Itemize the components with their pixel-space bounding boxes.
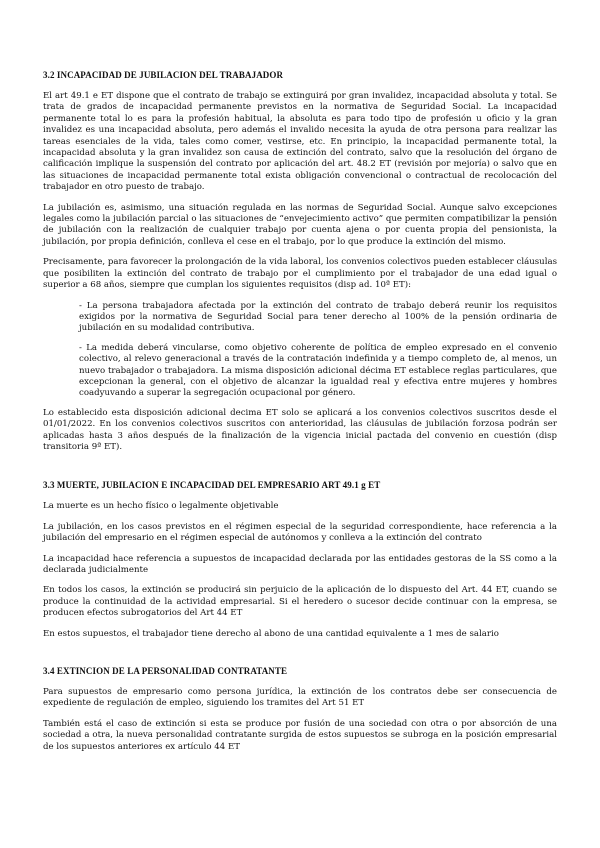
list-item: - La medida deberá vincularse, como objetivo coherente de política de empleo expresado en el convenio colectivo, al relevo generacional a través de la contratación indefinida y a tiempo completo de, al menos, un nuevo trabajador o trabajadora. La misma disposición adicional décima ET establece reglas particulares, que excepcionan la general, con el objetivo de alcanzar la igualdad real y efectiva entre mujeres y hombres coadyuvando a superar la segregación ocupacional por género. (79, 342, 557, 399)
section-spacer (43, 649, 557, 666)
paragraph: La jubilación, en los casos previstos en el régimen especial de la seguridad correspondiente, hace referencia a la jubilación del empresario en el régimen especial de autónomos y conlleva a la extinción del contrato (43, 521, 557, 544)
paragraph: Para supuestos de empresario como persona jurídica, la extinción de los contratos debe ser consecuencia de expediente de regulación de empleo, siguiendo los tramites del Art 51 ET (43, 687, 557, 709)
paragraph: En estos supuestos, el trabajador tiene derecho al abono de una cantidad equivalente a 1 mes de salario (43, 628, 499, 639)
list-item: - La persona trabajadora afectada por la extinción del contrato de trabajo deberá reunir los requisitos exigidos por la normativa de Seguridad Social para tener derecho al 100% de la pensión ordinaria de jubilación en su modalidad contributiva. (79, 300, 557, 334)
paragraph: La jubilación es, asimismo, una situación regulada en las normas de Seguridad Social. Aunque salvo excepciones legales como la jubilación parcial o las situaciones de “envejecimiento activo” que permiten compatibilizar la pensión de jubilación con la realización de cualquier trabajo por cuenta ajena o por cuenta propia del pensionista, la jubilación, por propia definición, conlleva el cese en el trabajo, por lo que produce la extinción del mismo. (43, 202, 557, 247)
section-3-2 (43, 70, 557, 453)
requirements-list (43, 301, 557, 400)
section-heading: 3.2 INCAPACIDAD DE JUBILACION DEL TRABAJADOR (43, 70, 284, 80)
paragraph: También está el caso de extinción si esta se produce por fusión de una sociedad con otra o por absorción de una sociedad a otra, la nueva personalidad contratante surgida de estos supuestos se subroga en la posición empresarial de los supuestos anteriores ex artículo 44 ET (43, 718, 557, 752)
section-heading: 3.4 EXTINCION DE LA PERSONALIDAD CONTRATANTE (43, 666, 288, 677)
paragraph: La incapacidad hace referencia a supuestos de incapacidad declarada por las entidades gestoras de la SS como a la declarada judicialmente (43, 553, 557, 575)
section-heading: 3.3 MUERTE, JUBILACION E INCAPACIDAD DEL EMPRESARIO ART 49.1 g ET (43, 480, 381, 491)
paragraph: Lo establecido esta disposición adicional decima ET solo se aplicará a los convenios colectivos suscritos desde el 01/01/2022. En los convenios colectivos suscritos con anterioridad, las cláusulas de jubilación forzosa podrán ser aplicadas hasta 3 años después de la finalización de la vigencia inicial pactada del convenio en cuestión (disp transitoria 9ª ET). (43, 407, 557, 452)
section-spacer (43, 462, 557, 480)
paragraph: El art 49.1 e ET dispone que el contrato de trabajo se extinguirá por gran invalidez, incapacidad absoluta y total. Se trata de grados de incapacidad permanente previstos en la normativa de Seguridad Social. La incapacidad permanente total lo es para la profesión habitual, la absoluta es para todo tipo de profesión u oficio y la gran invalidez es una incapacidad absoluta, pero además el invalido necesita la ayuda de otra persona para realizar las tareas esenciales de la vida, tales como comer, vestirse, etc. En principio, la incapacidad permanente total, la incapacidad absoluta y la gran invalidez son causa de extinción del contrato, salvo que la resolución del órgano de calificación implique la suspensión del contrato por aplicación del art. 48.2 ET (revisión por mejoría) o salvo que en las situaciones de incapacidad permanente total exista obligación convencional o contractual de recolocación del trabajador en otro puesto de trabajo. (43, 91, 557, 193)
paragraph: La muerte es un hecho físico o legalmente objetivable (43, 501, 279, 512)
paragraph: Precisamente, para favorecer la prolongación de la vida laboral, los convenios colectivos pueden establecer cláusulas que posibiliten la extinción del contrato de trabajo por el cumplimiento por el trabajador de una edad igual o superior a 68 años, siempre que cumplan los siguientes requisitos (disp ad. 10ª ET): (43, 257, 557, 291)
section-3-4 (43, 666, 557, 753)
paragraph: En todos los casos, la extinción se producirá sin perjuicio de la aplicación de lo dispuesto del Art. 44 ET, cuando se produce la continuidad de la actividad empresarial. Si el heredero o sucesor decide continuar con la empresa, se producen efectos subrogatorios del Art 44 ET (43, 585, 557, 619)
section-3-3 (43, 480, 557, 640)
